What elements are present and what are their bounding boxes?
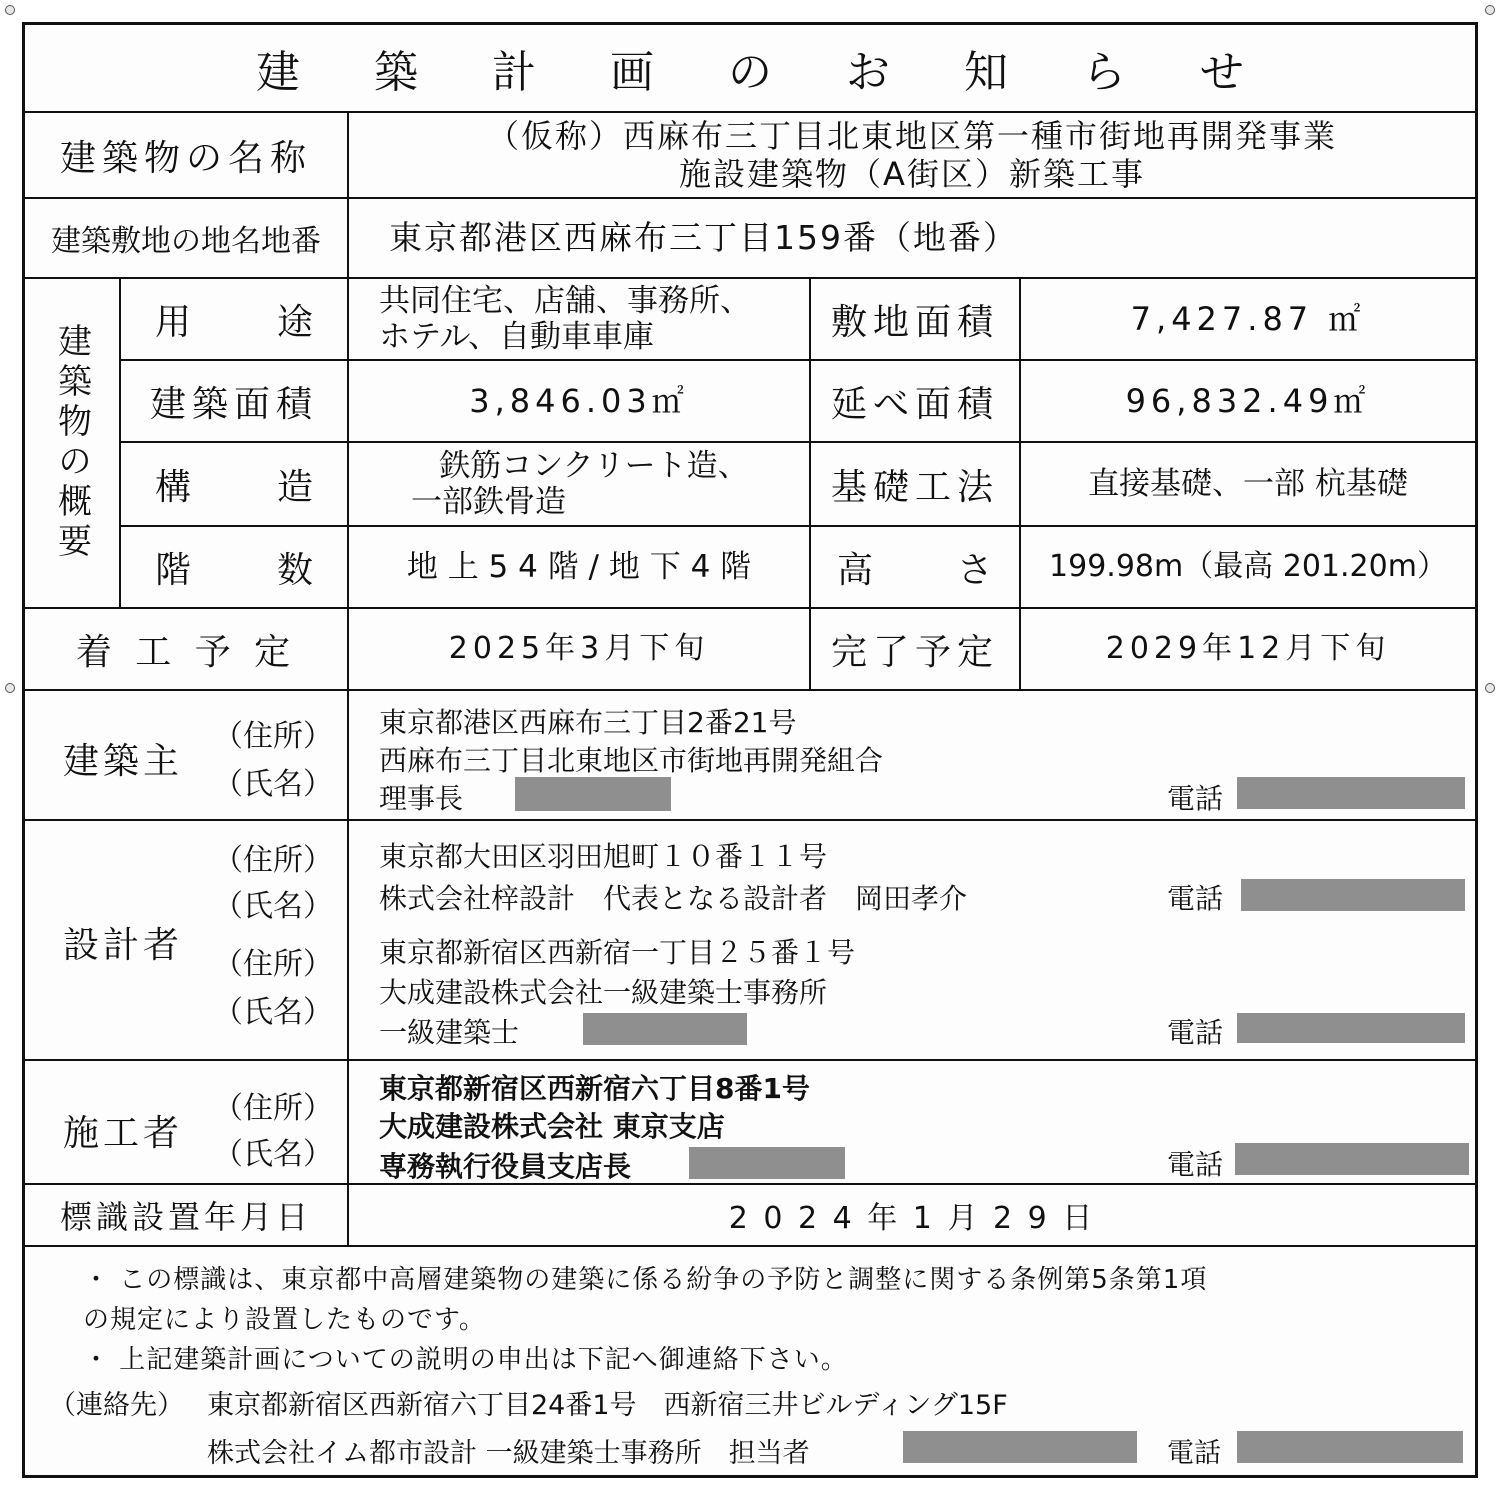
site-address-label: 建築敷地の地名地番 bbox=[25, 199, 349, 279]
foundation-value: 直接基礎、一部 杭基礎 bbox=[1021, 443, 1475, 527]
use-value: 共同住宅、店舗、事務所、 ホテル、自動車車庫 bbox=[349, 279, 811, 361]
owner-label-cell bbox=[25, 691, 349, 821]
building-name-line1: （仮称）西麻布三丁目北東地区第一種市街地再開発事業 bbox=[486, 117, 1337, 155]
note-1-line-1: ・ この標識は、東京都中高層建築物の建築に係る紛争の予防と調整に関する条例第5条第1項 bbox=[83, 1265, 1208, 1295]
contractor-address: 東京都新宿区西新宿六丁目8番1号 bbox=[379, 1072, 810, 1105]
floor-area-label: 延べ面積 bbox=[811, 361, 1021, 443]
designer-label-cell bbox=[25, 821, 349, 1061]
building-area-value: 3,846.03㎡ bbox=[349, 361, 811, 443]
overview-label: 建築物の概要 bbox=[25, 279, 121, 609]
end-date-value: 2029年12月下旬 bbox=[1021, 609, 1475, 691]
designer-label: 設計者 bbox=[63, 925, 184, 966]
screw-icon bbox=[5, 683, 15, 693]
contact-address: 東京都新宿区西新宿六丁目24番1号 西新宿三井ビルディング15F bbox=[207, 1390, 1008, 1421]
contractor-label: 施工者 bbox=[63, 1113, 184, 1154]
contractor-name-tag: （氏名） bbox=[213, 1137, 333, 1172]
screw-icon bbox=[1485, 683, 1495, 693]
redacted-phone bbox=[1235, 1143, 1469, 1175]
building-area-label: 建築面積 bbox=[121, 361, 349, 443]
note-1-line-2: の規定により設置したものです。 bbox=[83, 1305, 486, 1335]
contractor-details bbox=[349, 1061, 1475, 1185]
contractor-organization: 大成建設株式会社 東京支店 bbox=[379, 1110, 725, 1143]
contractor-phone-label: 電話 bbox=[1167, 1148, 1224, 1181]
contact-phone-label: 電話 bbox=[1167, 1438, 1221, 1469]
floor-area-value: 96,832.49㎡ bbox=[1021, 361, 1475, 443]
contact-label: （連絡先） bbox=[49, 1390, 184, 1421]
owner-details bbox=[349, 691, 1475, 821]
site-address-value: 東京都港区西麻布三丁目159番（地番） bbox=[349, 199, 1475, 279]
owner-label: 建築主 bbox=[63, 741, 184, 782]
use-label: 用 途 bbox=[121, 279, 349, 361]
owner-name-tag: （氏名） bbox=[213, 767, 333, 802]
owner-organization: 西麻布三丁目北東地区市街地再開発組合 bbox=[379, 744, 884, 777]
foundation-label: 基礎工法 bbox=[811, 443, 1021, 527]
structure-value: 鉄筋コンクリート造、 一部鉄骨造 bbox=[349, 443, 811, 527]
floors-value: 地 上 5 4 階 / 地 下 4 階 bbox=[349, 527, 811, 609]
building-name-value bbox=[349, 113, 1475, 199]
contact-organization: 株式会社イム都市設計 一級建築士事務所 担当者 bbox=[207, 1438, 810, 1469]
designer-a-name-tag: （氏名） bbox=[213, 889, 333, 924]
redacted-name bbox=[583, 1013, 747, 1045]
designer-a-address: 東京都大田区羽田旭町１０番１１号 bbox=[379, 840, 828, 873]
designer-b-phone-label: 電話 bbox=[1167, 1016, 1224, 1049]
designer-b-name-tag: （氏名） bbox=[213, 995, 333, 1030]
designer-b-title: 一級建築士 bbox=[379, 1016, 520, 1049]
designer-b-address: 東京都新宿区西新宿一丁目２５番１号 bbox=[379, 936, 856, 969]
site-area-label: 敷地面積 bbox=[811, 279, 1021, 361]
contractor-title: 専務執行役員支店長 bbox=[379, 1150, 632, 1183]
page-title bbox=[25, 25, 1475, 113]
redacted-phone bbox=[1237, 1013, 1465, 1043]
screw-icon bbox=[5, 5, 15, 15]
notes-section bbox=[25, 1247, 1475, 1475]
building-name-line2: 施設建築物（A街区）新築工事 bbox=[679, 155, 1145, 193]
end-date-label: 完了予定 bbox=[811, 609, 1021, 691]
designer-b-organization: 大成建設株式会社一級建築士事務所 bbox=[379, 976, 828, 1009]
contractor-label-cell bbox=[25, 1061, 349, 1185]
building-name-label: 建築物の名称 bbox=[25, 113, 349, 199]
redacted-phone bbox=[1237, 1431, 1463, 1463]
owner-address-tag: （住所） bbox=[213, 719, 333, 754]
start-date-label: 着 工 予 定 bbox=[25, 609, 349, 691]
height-label: 高 さ bbox=[811, 527, 1021, 609]
start-date-value: 2025年3月下旬 bbox=[349, 609, 811, 691]
designer-details bbox=[349, 821, 1475, 1061]
designer-b-address-tag: （住所） bbox=[213, 947, 333, 982]
owner-address: 東京都港区西麻布三丁目2番21号 bbox=[379, 706, 797, 739]
redacted-name bbox=[689, 1147, 845, 1179]
designer-a-name: 株式会社梓設計 代表となる設計者 岡田孝介 bbox=[379, 882, 968, 915]
screw-icon bbox=[1485, 5, 1495, 15]
posted-date-value: 2 0 2 4 年 1 月 2 9 日 bbox=[349, 1185, 1475, 1247]
site-area-value: 7,427.87 ㎡ bbox=[1021, 279, 1475, 361]
posted-date-label: 標識設置年月日 bbox=[25, 1185, 349, 1247]
owner-phone-label: 電話 bbox=[1167, 782, 1224, 815]
redacted-name bbox=[903, 1431, 1137, 1463]
redacted-phone bbox=[1241, 879, 1465, 911]
structure-label: 構 造 bbox=[121, 443, 349, 527]
notice-board bbox=[22, 22, 1478, 1478]
title-text: 建 築 計 画 の お 知 ら せ bbox=[256, 47, 1274, 98]
contractor-address-tag: （住所） bbox=[213, 1091, 333, 1126]
redacted-phone bbox=[1237, 777, 1465, 809]
designer-a-phone-label: 電話 bbox=[1167, 882, 1224, 915]
redacted-name bbox=[515, 777, 671, 811]
owner-title: 理事長 bbox=[379, 782, 464, 815]
height-value: 199.98m（最高 201.20m） bbox=[1021, 527, 1475, 609]
designer-a-address-tag: （住所） bbox=[213, 843, 333, 878]
floors-label: 階 数 bbox=[121, 527, 349, 609]
note-2: ・ 上記建築計画についての説明の申出は下記へ御連絡下さい。 bbox=[83, 1345, 848, 1375]
